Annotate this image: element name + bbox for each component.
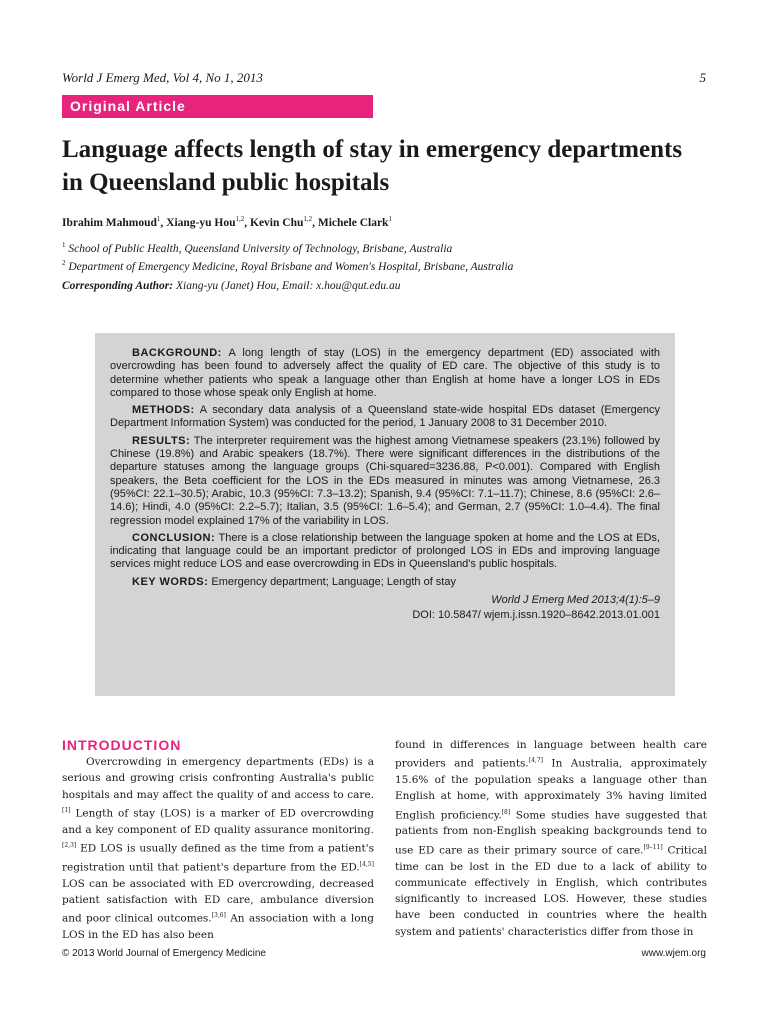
- body-paragraph: [395, 737, 707, 940]
- abstract-results: [110, 435, 660, 528]
- abstract-label: RESULTS:: [132, 434, 191, 447]
- body-paragraph: [62, 754, 374, 943]
- author-name: Ibrahim Mahmoud: [62, 216, 157, 229]
- abstract-methods: [110, 404, 660, 431]
- abstract-text: Emergency department; Language; Length of stay: [211, 575, 456, 588]
- citation-reference: [1]: [62, 806, 71, 814]
- affiliation-1: [62, 241, 452, 255]
- author-affiliation-mark: 1,2: [303, 215, 313, 223]
- abstract-label: BACKGROUND:: [132, 347, 222, 359]
- journal-website: www.wjem.org: [641, 948, 706, 959]
- abstract-label: METHODS:: [132, 404, 195, 417]
- citation-block: [110, 593, 660, 623]
- abstract-text: The interpreter requirement was the highest among Vietnamese speakers (23.1%) followed by Chinese (19.8%) and Arabic speakers (18.7%). There were significant differences in the distributions of the departure statuses among the language groups (Chi-squared=3236.88, P<0.001). Compared with English speakers, the Beta coefficient for the LOS in the EDs measured in minutes was among Vietnamese, 26.3 (95%CI: 22.1–30.5); Arabic, 10.3 (95%CI: 7.3–13.2); Spanish, 9.4 (95%CI: 7.1–11.7); Chinese, 8.6 (95%CI: 2.6–14.6); Hindi, 4.0 (95%CI: 2.2–5.7); Italian, 3.5 (95%CI: 1.6–5.4); and German, 2.7 (95%CI: 1.0–4.4). The final regression model explained 17% of the variability in LOS.: [110, 434, 661, 527]
- body-text-run: found in differences in language between health care providers and patients.: [395, 739, 707, 770]
- abstract-text: A long length of stay (LOS) in the emergency department (ED) associated with overcrowding has been found to adversely affect the quality of ED care. The objective of this study is to determine whether patients who speak a language other than English at home have a longer LOS in EDs compared to those whose speak only English at home.: [110, 347, 660, 399]
- affiliation-mark: 1: [62, 241, 66, 249]
- body-text-run: LOS can be associated with ED overcrowding, decreased patient satisfaction with ED care, ambulance diversion and poor clinical outcomes.: [62, 877, 374, 925]
- affiliation-2: [62, 259, 513, 273]
- author-name: Kevin Chu: [250, 216, 304, 229]
- abstract-label: CONCLUSION:: [132, 531, 216, 544]
- author-affiliation-mark: 1: [156, 215, 161, 223]
- body-column-right: [395, 737, 707, 940]
- abstract-box: [95, 333, 675, 696]
- body-column-left: [62, 737, 374, 943]
- copyright-notice: © 2013 World Journal of Emergency Medicine: [62, 948, 266, 959]
- author-name: Xiang-yu Hou: [166, 216, 236, 229]
- citation-reference: [9–11]: [643, 843, 663, 851]
- citation-line: World J Emerg Med 2013;4(1):5–9: [491, 594, 660, 607]
- corresponding-author: [62, 280, 401, 292]
- author-affiliation-mark: 1: [388, 215, 392, 223]
- abstract-keywords: [110, 576, 660, 589]
- abstract-conclusion: [110, 532, 660, 572]
- body-text-run: Length of stay (LOS) is a marker of ED overcrowding and a key component of ED quality assurance monitoring.: [62, 807, 374, 836]
- body-text-run: Overcrowding in emergency departments (EDs) is a serious and growing crisis confronting Australia's public hospitals and may affect the quality of and access to care.: [62, 756, 374, 801]
- section-heading-introduction: INTRODUCTION: [62, 737, 182, 753]
- body-text-run: Critical time can be lost in the ED due to a lack of ability to communicate effectively in English, which contributes significantly to increased LOS. However, these studies have been conducted in countries where the health system and patients' characteristics differ from those in: [395, 844, 707, 938]
- affiliation-text: Department of Emergency Medicine, Royal Brisbane and Women's Hospital, Brisbane, Australia: [68, 260, 514, 273]
- affiliation-text: School of Public Health, Queensland University of Technology, Brisbane, Australia: [68, 242, 453, 255]
- citation-reference: [8]: [501, 808, 511, 816]
- body-text-run: Some studies have suggested that patients from non-English speaking backgrounds tend to use ED care as their primary source of care.: [395, 809, 708, 857]
- abstract-text: A secondary data analysis of a Queensland state-wide hospital EDs dataset (Emergency Department Information System) was conducted for the period, 1 January 2008 to 31 December 2010.: [110, 404, 661, 430]
- author-affiliation-mark: 1,2: [235, 215, 245, 223]
- citation-reference: [4,5]: [359, 860, 374, 868]
- doi-line: DOI: 10.5847/ wjem.j.issn.1920–8642.2013.01.001: [412, 609, 660, 622]
- journal-reference: World J Emerg Med, Vol 4, No 1, 2013: [62, 70, 263, 85]
- abstract-text: There is a close relationship between the language spoken at home and the LOS at EDs, indicating that language could be an important predictor of prolonged LOS in EDs and improving language services might reduce LOS and ease overcrowding in EDs in Queensland's public hospitals.: [110, 531, 660, 571]
- article-title: Language affects length of stay in emergency departments in Queensland public hospitals: [62, 136, 683, 196]
- author-name: Michele Clark: [317, 216, 389, 229]
- author-list: Ibrahim Mahmoud$^1$, Xiang-yu Hou$^{1,2}$, Kevin Chu$^{1,2}$, Michele Clark$^1$: [62, 215, 392, 229]
- body-text-run: An association with a long LOS in the ED has also been: [62, 912, 374, 941]
- affiliation-mark: 2: [62, 259, 66, 267]
- body-text-run: In Australia, approximately 15.6% of the population speaks a language other than English at home, with approximately 3% having limited English proficiency.: [395, 757, 707, 822]
- citation-reference: [4,7]: [528, 757, 543, 765]
- article-type-badge: Original Article: [62, 95, 373, 118]
- corresponding-text: Xiang-yu (Janet) Hou, Email: x.hou@qut.edu.au: [175, 280, 401, 292]
- page-number: 5: [699, 70, 706, 85]
- abstract-background: [110, 347, 660, 400]
- body-text-run: ED LOS is usually defined as the time from a patient's registration until that patient's departure from the ED.: [62, 842, 374, 874]
- corresponding-label: Corresponding Author:: [62, 280, 174, 292]
- abstract-label: KEY WORDS:: [132, 575, 209, 588]
- citation-reference: [3,6]: [211, 912, 226, 920]
- citation-reference: [2,3]: [62, 841, 77, 849]
